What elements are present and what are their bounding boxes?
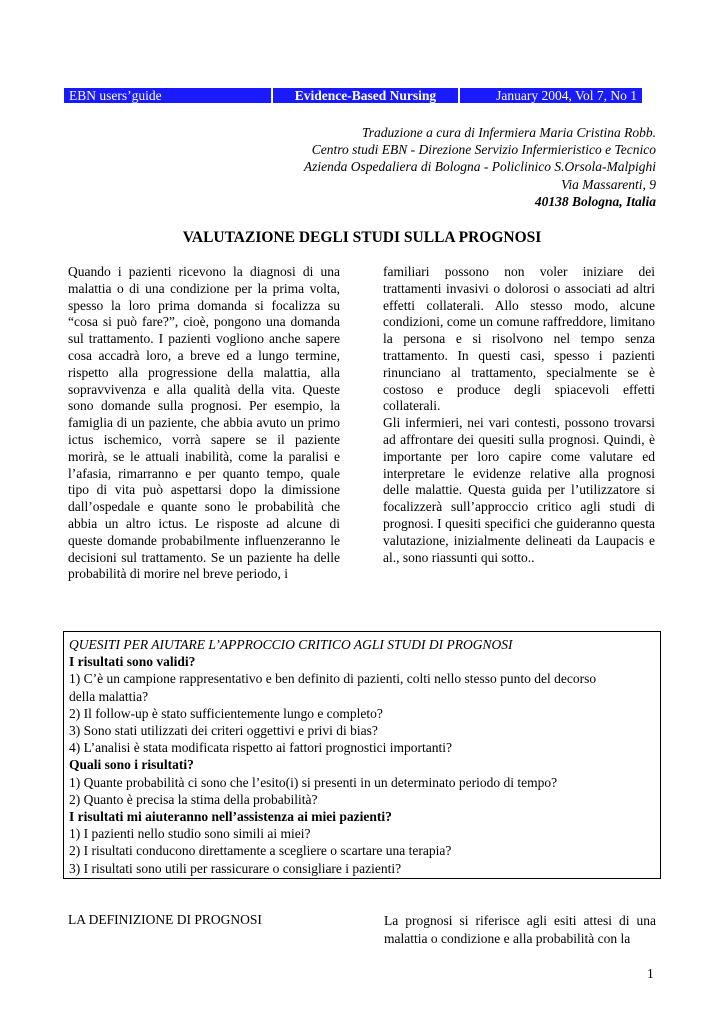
body-column-right [383,264,655,566]
affiliation-line: Traduzione a cura di Infermiera Maria Cristina Robb. [361,125,656,140]
translator-affiliation [304,124,656,210]
box-question: 2) Quanto è precisa la stima della probabilità? [69,791,318,807]
page-number: 1 [647,966,654,981]
box-section-title: Quali sono i risultati? [69,757,194,773]
critical-appraisal-questions-box [63,631,661,879]
box-question: 3) I risultati sono utili per rassicurare o consigliare i pazienti? [69,860,402,876]
box-question: 4) L’analisi è stata modificata rispetto ai fattori prognostici importanti? [69,740,453,756]
body-paragraph: Quando i pazienti ricevono la diagnosi di una malattia o di una condizione per la prima volta, spesso la loro prima domanda si focalizza su “cosa si può fare?”, cioè, pongono una domanda sul trattamento. I pazienti vogliono anche sapere cosa accadrà loro, a breve ed a lungo termine, rispetto alla progressione della malattia, alla sopravvivenza e alla qualità della vita. Queste sono domande sulla prognosi. Per esempio, la famiglia di un paziente, che abbia avuto un primo ictus ischemico, vorrà sapere se il paziente morirà, se le attuali inabilità, come la paralisi e l’afasia, rimarranno e per quanto tempo, quale tipo di vita può aspettarsi dopo la dimissione dall’ospedale e quante sono le probabilità che abbia un altro ictus. Le risposte ad alcune di queste domande probabilmente influenzeranno le decisioni sul trattamento. Se un paziente ha delle probabilità di morire nel breve periodo, i [68,264,340,582]
box-section-title: I risultati mi aiuteranno nell’assistenza ai miei pazienti? [69,809,392,825]
section-heading: LA DEFINIZIONE DI PROGNOSI [68,912,262,927]
affiliation-city: 40138 Bologna, Italia [534,193,656,209]
affiliation-line: Via Massarenti, 9 [561,176,656,192]
box-question: della malattia? [69,688,149,704]
box-question: 2) I risultati conducono direttamente a scegliere o scartare una terapia? [69,843,452,859]
box-question: 1) Quante probabilità ci sono che l’esito(i) si presenti in un determinato periodo di tempo? [69,774,558,790]
affiliation-line: Centro studi EBN - Direzione Servizio Infermieristico e Tecnico [311,142,656,158]
body-paragraph: familiari possono non voler iniziare dei trattamenti invasivi o dolorosi o associati ad altri effetti collaterali. Allo stesso modo, alcune condizioni, come un comune raffreddore, limitano la persona e si risolvono nel tempo senza trattamento. In questi casi, spesso i pazienti rinunciano al trattamento, specialmente se è costoso e produce degli spiacevoli effetti collaterali. Gli infermieri, nei vari contesti, possono trovarsi ad affrontare dei quesiti sulla prognosi. Quindi, è importante per loro capire come valutare ed interpretare le evidenze relative alla prognosi delle malattie. Questa guida per l’utilizzatore si focalizzerà sull’approccio critico agli studi di prognosi. I quesiti specifici che guideranno questa valutazione, inizialmente delineati da Laupacis e al., sono riassunti qui sotto.. [383,264,655,565]
header-journal-name: Evidence-Based Nursing [273,88,458,103]
journal-header [64,88,642,103]
header-issue-date: January 2004, Vol 7, No 1 [460,88,642,103]
body-paragraph-bottom: La prognosi si riferisce agli esiti attesi di una malattia o condizione e alla probabilità con la [384,913,656,946]
box-question: 1) I pazienti nello studio sono simili ai miei? [69,826,311,842]
header-guide-label: EBN users’guide [64,88,271,103]
box-section-title: I risultati sono validi? [69,654,196,670]
box-question: 2) Il follow-up è stato sufficientemente lungo e completo? [69,705,383,721]
body-column-left [68,264,340,583]
affiliation-line: Azienda Ospedaliera di Bologna - Policlinico S.Orsola-Malpighi [303,159,656,175]
box-question: 3) Sono stati utilizzati dei criteri oggettivi e privi di bias? [69,723,378,739]
article-title: VALUTAZIONE DEGLI STUDI SULLA PROGNOSI [182,229,542,246]
box-heading: QUESITI PER AIUTARE L’APPROCCIO CRITICO AGLI STUDI DI PROGNOSI [69,637,513,652]
box-question: 1) C’è un campione rappresentativo e ben definito di pazienti, colti nello stesso punto del decorso [69,671,597,687]
